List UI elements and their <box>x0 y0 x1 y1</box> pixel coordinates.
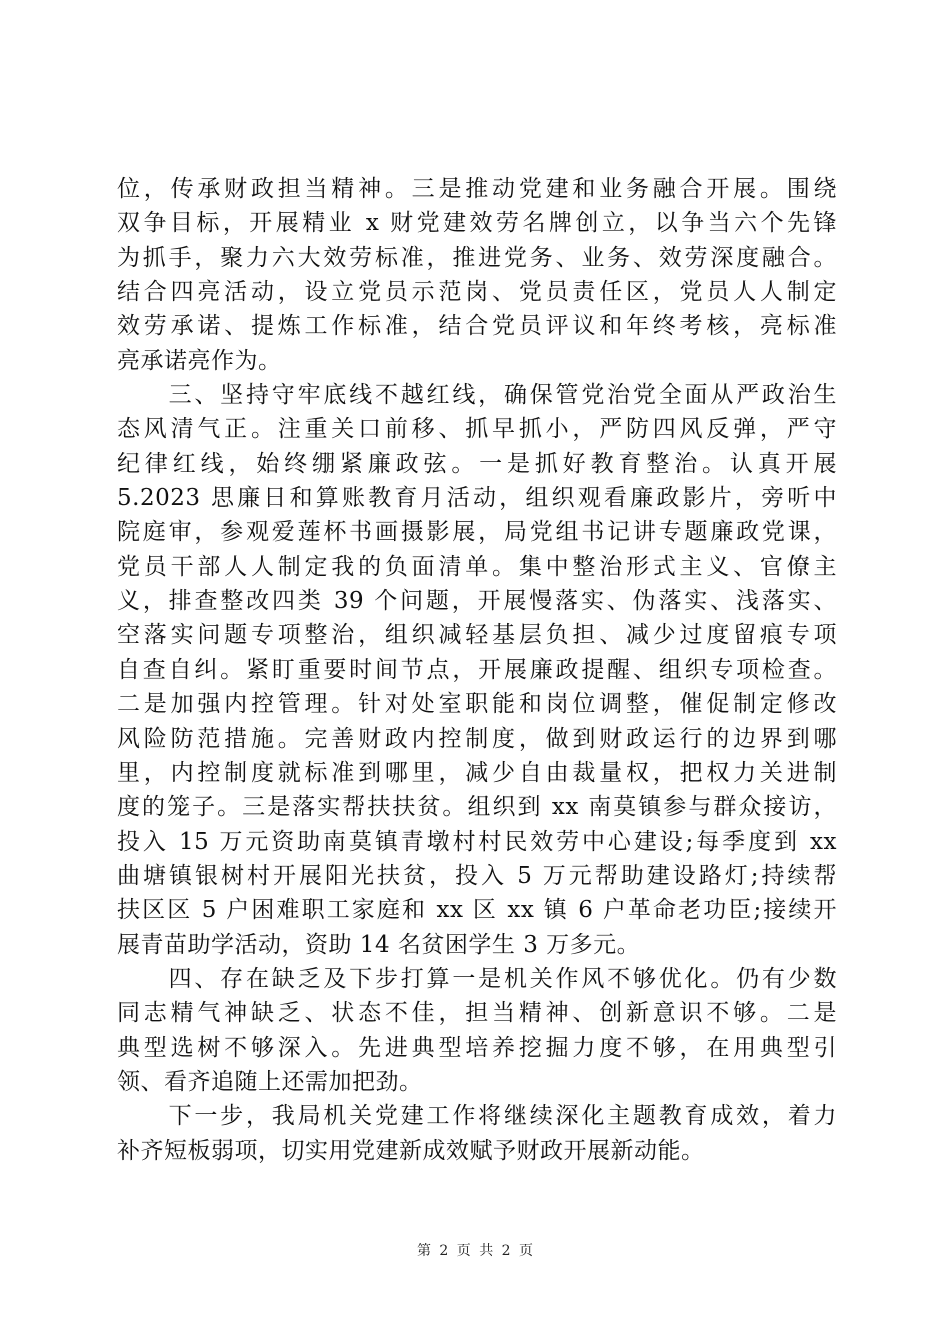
text-line: 自查自纠。紧盯重要时间节点，开展廉政提醒、组织专项检查。 <box>117 656 837 683</box>
text-line: 曲塘镇银树村开展阳光扶贫，投入 5 万元帮助建设路灯;持续帮 <box>117 862 837 889</box>
text-line: 补齐短板弱项，切实用党建新成效赋予财政开展新动能。 <box>117 1137 705 1164</box>
text-line: 典型选树不够深入。先进典型培养挖掘力度不够，在用典型引 <box>117 1034 837 1061</box>
text-line: 二是加强内控管理。针对处室职能和岗位调整，催促制定修改 <box>117 691 837 718</box>
text-line: 院庭审，参观爱莲杯书画摄影展，局党组书记讲专题廉政党课， <box>117 519 837 546</box>
text-line: 5.2023 思廉日和算账教育月活动，组织观看廉政影片，旁听中 <box>117 485 837 512</box>
text-line: 投入 15 万元资助南莫镇青墩村村民效劳中心建设;每季度到 xx <box>117 828 837 855</box>
text-line: 风险防范措施。完善财政内控制度，做到财政运行的边界到哪 <box>117 725 837 752</box>
text-line: 同志精气神缺乏、状态不佳，担当精神、创新意识不够。二是 <box>117 1000 837 1027</box>
text-line: 为抓手，聚力六大效劳标准，推进党务、业务、效劳深度融合。 <box>117 244 837 271</box>
text-line: 效劳承诺、提炼工作标准，结合党员评议和年终考核，亮标准 <box>117 313 837 340</box>
text-line: 位，传承财政担当精神。三是推动党建和业务融合开展。围绕 <box>117 176 837 202</box>
page-footer: 第 2 页 共 2 页 <box>416 1243 534 1259</box>
text-line: 空落实问题专项整治，组织减轻基层负担、减少过度留痕专项 <box>117 622 837 649</box>
text-line: 结合四亮活动，设立党员示范岗、党员责任区，党员人人制定 <box>117 279 837 306</box>
text-line: 态风清气正。注重关口前移、抓早抓小，严防四风反弹，严守 <box>117 416 837 443</box>
text-line: 度的笼子。三是落实帮扶扶贫。组织到 xx 南莫镇参与群众接访， <box>117 794 837 821</box>
text-line: 亮承诺亮作为。 <box>117 347 282 374</box>
text-line: 纪律红线，始终绷紧廉政弦。一是抓好教育整治。认真开展 <box>117 450 837 477</box>
text-line: 义，排查整改四类 39 个问题，开展慢落实、伪落实、浅落实、 <box>117 588 837 615</box>
text-line: 下一步，我局机关党建工作将继续深化主题教育成效，着力 <box>117 1103 837 1130</box>
document-body <box>117 172 837 1168</box>
text-line: 三、坚持守牢底线不越红线，确保管党治党全面从严政治生 <box>117 382 837 409</box>
text-line: 四、存在缺乏及下步打算一是机关作风不够优化。仍有少数 <box>117 965 837 992</box>
text-line: 里，内控制度就标准到哪里，减少自由裁量权，把权力关进制 <box>117 759 837 786</box>
text-line: 展青苗助学活动，资助 14 名贫困学生 3 万多元。 <box>117 931 641 958</box>
text-line: 领、看齐追随上还需加把劲。 <box>117 1068 423 1095</box>
text-line: 双争目标，开展精业 x 财党建效劳名牌创立，以争当六个先锋 <box>117 210 837 237</box>
text-line: 扶区区 5 户困难职工家庭和 xx 区 xx 镇 6 户革命老功臣;接续开 <box>117 897 837 924</box>
text-line: 党员干部人人制定我的负面清单。集中整治形式主义、官僚主 <box>117 553 837 580</box>
